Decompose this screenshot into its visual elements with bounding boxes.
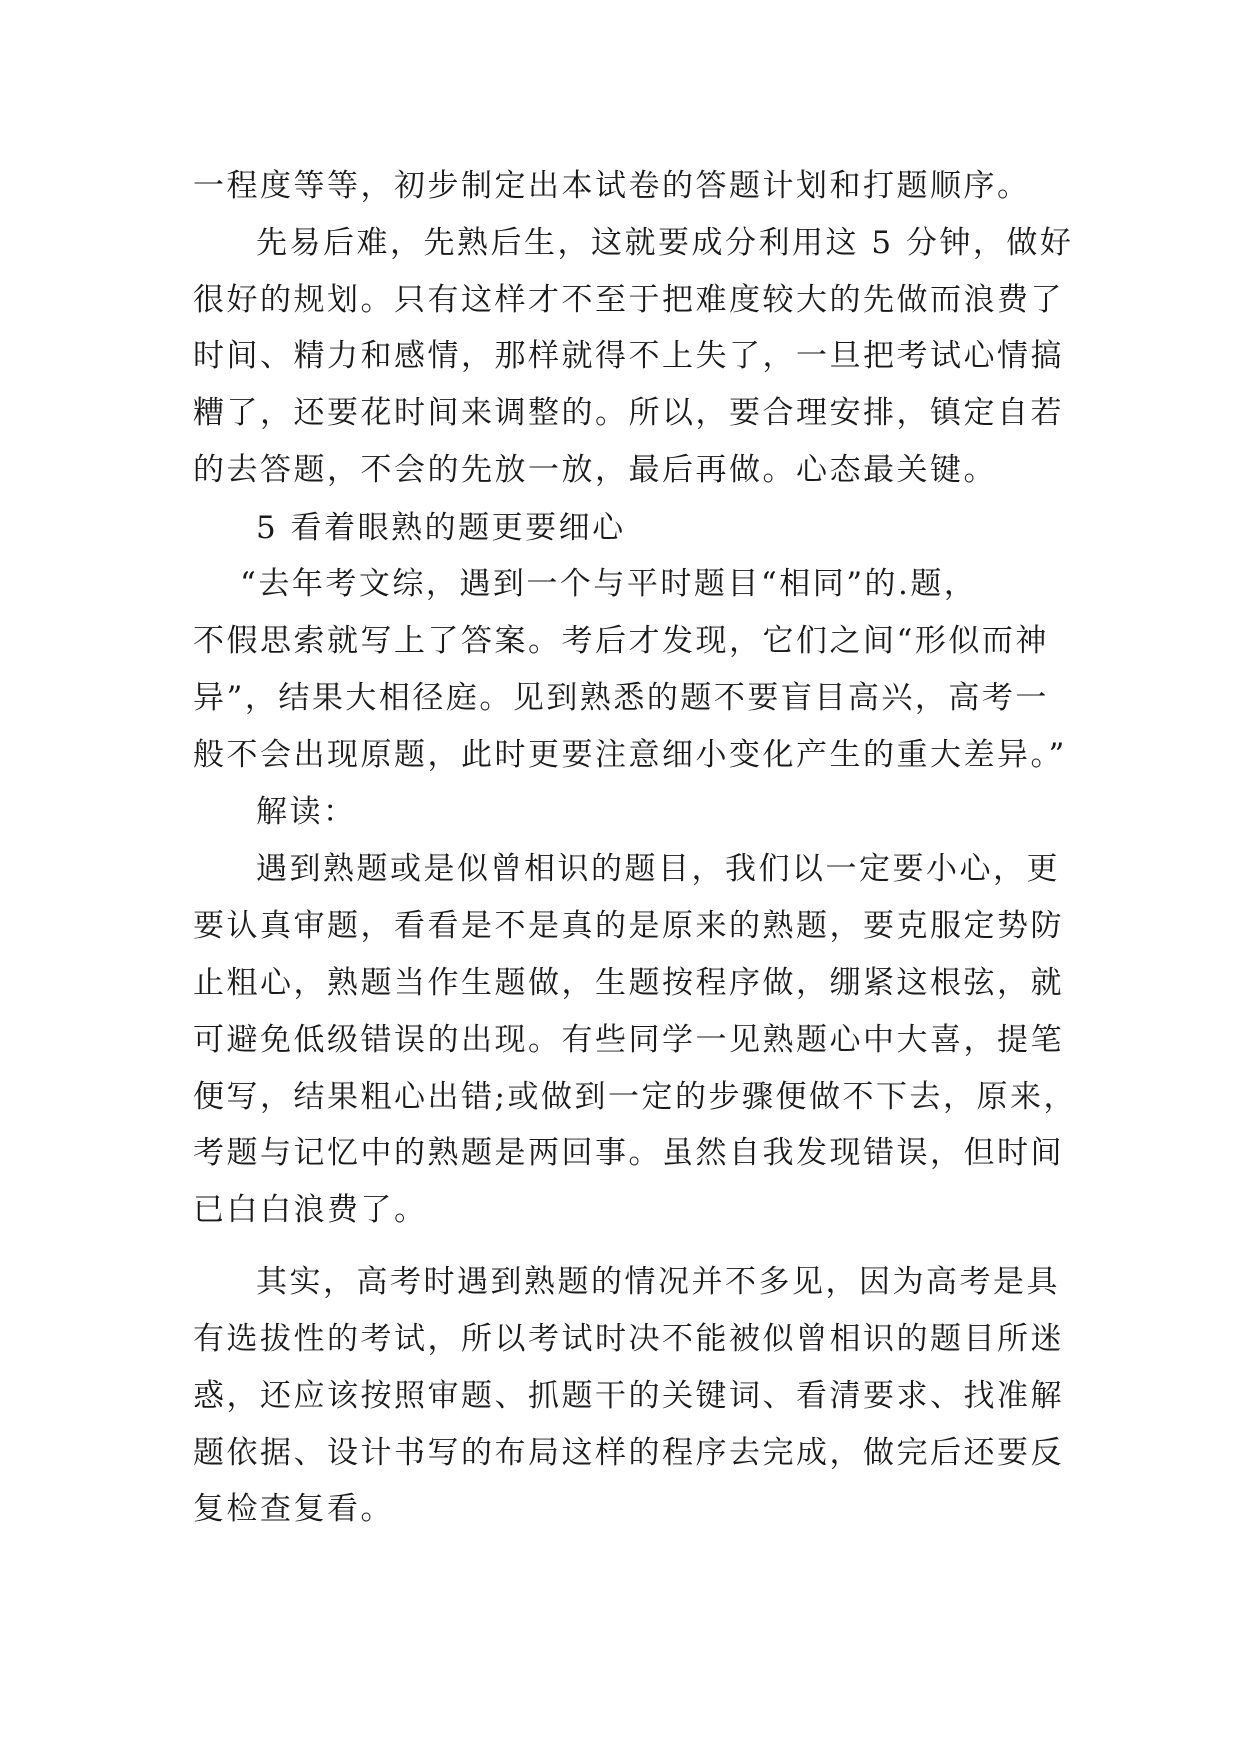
text-line: 便写，结果粗心出错;或做到一定的步骤便做不下去，原来， — [193, 1079, 1077, 1115]
text-line: 异”，结果大相径庭。见到熟悉的题不要盲目高兴，高考一 — [193, 680, 1049, 716]
quote-first-line: “去年考文综，遇到一个与平时题目“相同”的.题， — [240, 566, 978, 602]
paragraph-first-line: 其实，高考时遇到熟题的情况并不多见，因为高考是具 — [256, 1264, 1060, 1300]
text-line: 不假思索就写上了答案。考后才发现，它们之间“形似而神 — [193, 623, 1049, 659]
text-line: 已白白浪费了。 — [193, 1192, 428, 1228]
text-line: 一程度等等，初步制定出本试卷的答题计划和打题顺序。 — [193, 168, 1031, 204]
text-line: 复检查复看。 — [193, 1491, 394, 1527]
text-line: 要认真审题，看看是不是真的是原来的熟题，要克服定势防 — [193, 908, 1064, 944]
text-line: 的去答题，不会的先放一放，最后再做。心态最关键。 — [193, 452, 997, 488]
text-line: 有选拔性的考试，所以考试时决不能被似曾相识的题目所迷 — [193, 1321, 1064, 1357]
text-line: 惑，还应该按照审题、抓题干的关键词、看清要求、找准解 — [193, 1378, 1064, 1414]
text-line: 糟了，还要花时间来调整的。所以，要合理安排，镇定自若 — [193, 395, 1064, 431]
interpretation-label: 解读： — [256, 794, 357, 830]
text-line: 很好的规划。只有这样才不至于把难度较大的先做而浪费了 — [193, 282, 1064, 318]
text-line: 可避免低级错误的出现。有些同学一见熟题心中大喜，提笔 — [193, 1022, 1064, 1058]
paragraph-first-line: 遇到熟题或是似曾相识的题目，我们以一定要小心，更 — [256, 851, 1060, 887]
paragraph-first-line: 先易后难，先熟后生，这就要成分利用这 5 分钟，做好 — [256, 225, 1074, 261]
text-line: 考题与记忆中的熟题是两回事。虽然自我发现错误，但时间 — [193, 1135, 1064, 1171]
text-line: 般不会出现原题，此时更要注意细小变化产生的重大差异。” — [193, 737, 1067, 773]
text-line: 题依据、设计书写的布局这样的程序去完成，做完后还要反 — [193, 1435, 1064, 1471]
section-heading: 5 看着眼熟的题更要细心 — [256, 510, 626, 546]
text-line: 时间、精力和感情，那样就得不上失了，一旦把考试心情搞 — [193, 338, 1064, 374]
text-line: 止粗心，熟题当作生题做，生题按程序做，绷紧这根弦，就 — [193, 965, 1064, 1001]
